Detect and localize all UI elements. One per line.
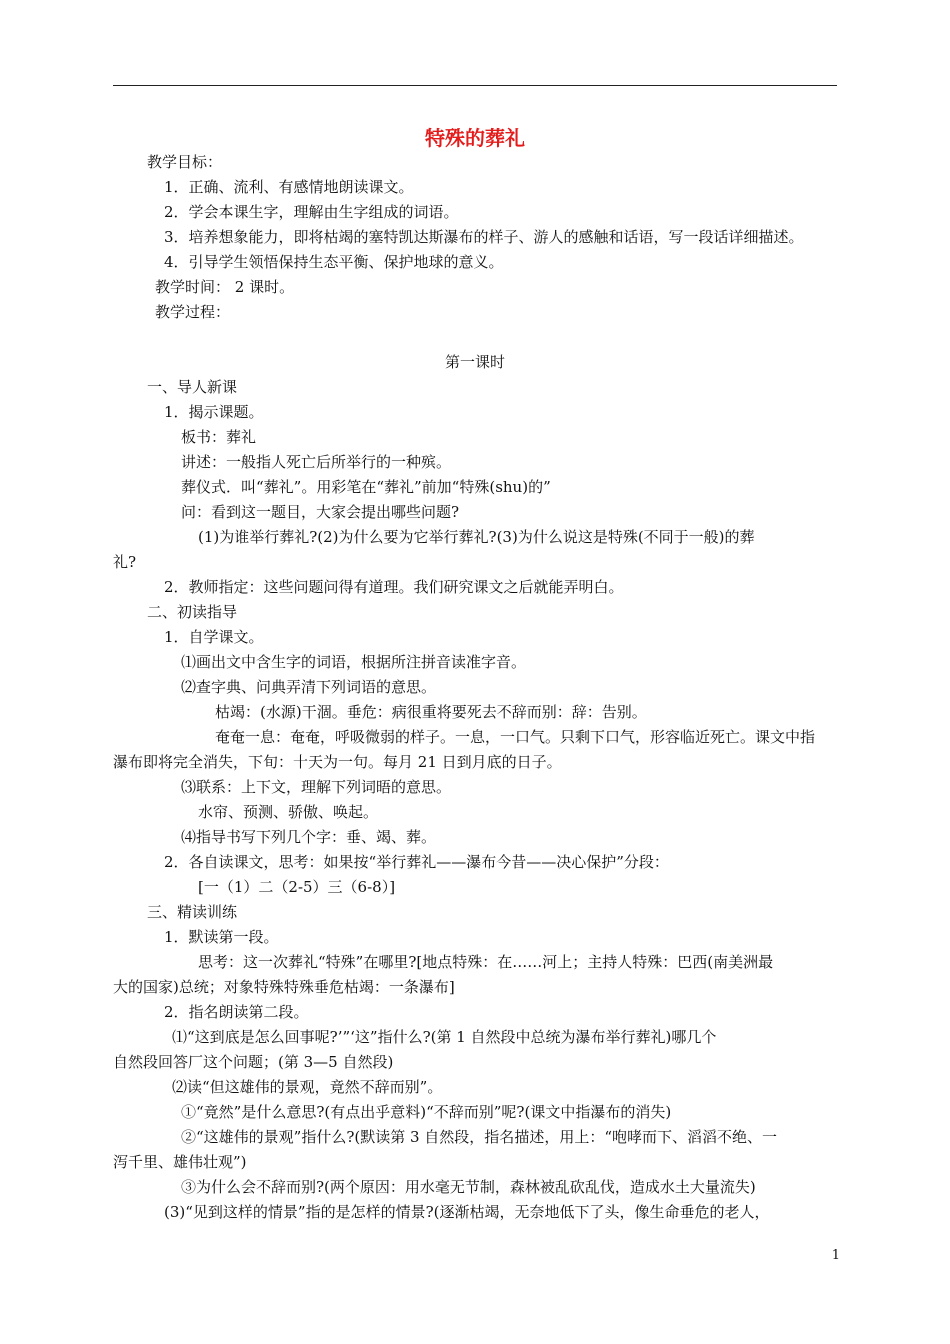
paragraph-line: 葬仪式．叫“葬礼”。用彩笔在“葬礼”前加“特殊(shu)的” <box>181 478 551 496</box>
paragraph-line: 板书：葬礼 <box>181 428 257 446</box>
objective-4: 4．引导学生领悟保持生态平衡、保护地球的意义。 <box>164 253 504 271</box>
objective-1: 1．正确、流利、有感情地朗读课文。 <box>164 178 414 196</box>
paragraph-line: 大的国家)总统；对象特殊特殊垂危枯竭：一条瀑布] <box>113 978 455 996</box>
paragraph-line: 自然段回答厂这个问题；(第 3—5 自然段) <box>113 1053 394 1071</box>
teaching-process-heading: 教学过程： <box>155 303 231 321</box>
section-heading: 二、初读指导 <box>147 603 238 621</box>
paragraph-line: 水帘、预测、骄傲、唤起。 <box>198 803 379 821</box>
paragraph-line: 思考：这一次葬礼“特殊”在哪里?[地点特殊：在……河上；主持人特殊：巴西(南美洲最 <box>198 953 774 971</box>
paragraph-line: ③为什么会不辞而别?(两个原因：用水毫无节制，森林被乱砍乱伐，造成水土大量流失) <box>181 1178 756 1196</box>
objectives-heading: 教学目标： <box>147 153 223 171</box>
paragraph-line: 礼? <box>113 553 137 571</box>
paragraph-line: 泻千里、雄伟壮观”) <box>113 1153 247 1171</box>
teaching-time: 教学时间： 2 课时。 <box>155 278 295 296</box>
paragraph-line: 2．各自读课文，思考：如果按“举行葬礼——瀑布今昔——决心保护”分段： <box>164 853 669 871</box>
page-number: 1 <box>831 1248 840 1263</box>
paragraph-line: ⑷指导书写下列几个字：垂、竭、葬。 <box>181 828 437 846</box>
paragraph-line: ①“竟然”是什么意思?(有点出乎意料)“不辞而别”呢?(课文中指瀑布的消失) <box>181 1103 672 1121</box>
paragraph-line: ⑵读“但这雄伟的景观，竟然不辞而别”。 <box>172 1078 443 1096</box>
paragraph-line: 问：看到这一题目，大家会提出哪些问题? <box>181 503 460 521</box>
paragraph-line: 讲述：一般指人死亡后所举行的一种殡。 <box>181 453 452 471</box>
lesson-heading: 第一课时 <box>444 353 505 371</box>
paragraph-line: 1．自学课文。 <box>164 628 264 646</box>
section-heading: 一、导人新课 <box>147 378 238 396</box>
objective-3: 3．培养想象能力，即将枯竭的塞特凯达斯瀑布的样子、游人的感触和话语，写一段话详细描述。 <box>164 228 804 246</box>
paragraph-line: 2．教师指定：这些问题问得有道理。我们研究课文之后就能弄明白。 <box>164 578 624 596</box>
paragraph-line: ②“这雄伟的景观”指什么?(默读第 3 自然段，指名描述，用上：“咆哮而下、滔滔不绝、一 <box>181 1128 777 1146</box>
paragraph-line: ⑴画出文中含生字的词语，根据所注拼音读准字音。 <box>181 653 527 671</box>
paragraph-line: 枯竭：(水源)干涸。垂危：病很重将要死去不辞而别：辞：告别。 <box>215 703 647 721</box>
paragraph-line: ⑶联系：上下文，理解下列词晤的意思。 <box>181 778 452 796</box>
paragraph-line: 1．揭示课题。 <box>164 403 264 421</box>
paragraph-line: 瀑布即将完全消失，下旬：十天为一句。每月 21 日到月底的日子。 <box>113 753 562 771</box>
paragraph-line: ⑴“这到底是怎么回事呢?’”‘这”指什么?(第 1 自然段中总统为瀑布举行葬礼)哪几个 <box>172 1028 717 1046</box>
paragraph-line: ⑵查字典、问典弄清下列词语的意思。 <box>181 678 437 696</box>
header-rule <box>113 85 837 86</box>
paragraph-line: (3)“见到这样的情景”指的是怎样的情景?(逐渐枯竭，无奈地低下了头，像生命垂危的老人， <box>164 1203 770 1221</box>
objective-2: 2．学会本课生字，理解由生字组成的词语。 <box>164 203 459 221</box>
section-heading: 三、精读训练 <box>147 903 238 921</box>
document-title: 特殊的葬礼 <box>425 126 525 150</box>
paragraph-line: (1)为谁举行葬礼?(2)为什么要为它举行葬礼?(3)为什么说这是特殊(不同于一般)的葬 <box>198 528 755 546</box>
paragraph-line: [一（1）二（2-5）三（6-8）] <box>198 878 396 896</box>
paragraph-line: 1．默读第一段。 <box>164 928 279 946</box>
paragraph-line: 奄奄一息：奄奄，呼吸微弱的样子。一息，一口气。只剩下口气，形容临近死亡。课文中指 <box>215 728 816 746</box>
paragraph-line: 2．指名朗读第二段。 <box>164 1003 309 1021</box>
